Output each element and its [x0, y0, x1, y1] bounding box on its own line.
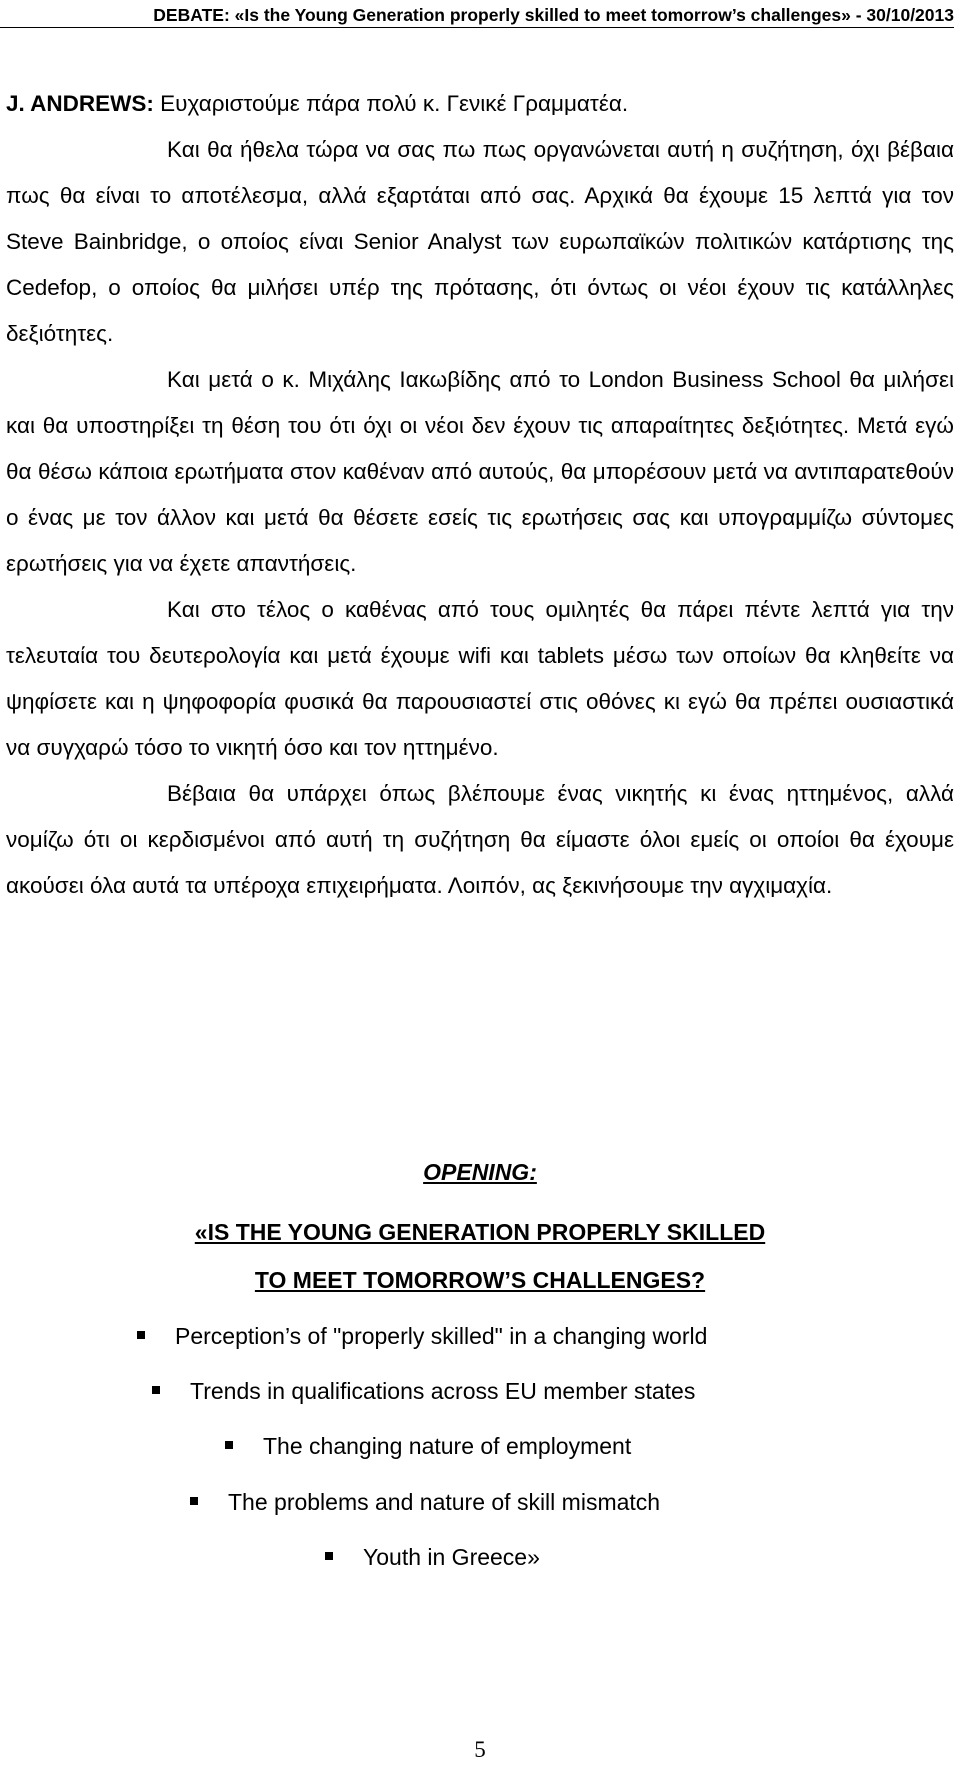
page-number: 5	[474, 1737, 486, 1762]
square-bullet-icon	[225, 1441, 233, 1449]
square-bullet-icon	[325, 1552, 333, 1560]
opening-label: OPENING:	[423, 1159, 537, 1185]
paragraph-1-text: Ευχαριστούμε πάρα πολύ κ. Γενικέ Γραμματέα.	[153, 91, 629, 116]
paragraph-3: Και μετά ο κ. Μιχάλης Ιακωβίδης από το London Business School θα μιλήσει και θα υποστηρίξει τη θέση του ότι όχι οι νέοι δεν έχουν τις απαραίτητες δεξιότητες. Μετά εγώ θα θέσω κάποια ερωτήματα στον καθέναν από αυτούς, θα μπορέσουν μετά να αντιπαρατεθούν ο ένας με τον άλλον και μετά θα θέσετε εσείς τις ερωτήσεις σας και υπογραμμίζω σύντομες ερωτήσεις για να έχετε απαντήσεις.	[6, 367, 954, 576]
square-bullet-icon	[152, 1386, 160, 1394]
bullet-item: Trends in qualifications across EU member states	[152, 1377, 695, 1405]
debate-title-line-2: TO MEET TOMORROW’S CHALLENGES?	[254, 1267, 706, 1293]
paragraph-1	[6, 81, 954, 127]
header-divider	[0, 27, 954, 28]
debate-title-line-1: «IS THE YOUNG GENERATION PROPERLY SKILLED	[194, 1219, 766, 1245]
bullet-item: Perception’s of "properly skilled" in a changing world	[137, 1322, 707, 1350]
square-bullet-icon	[137, 1331, 145, 1339]
paragraph-4: Και στο τέλος ο καθένας από τους ομιλητές θα πάρει πέντε λεπτά για την τελευταία του δευτερολογία και μετά έχουμε wifi και tablets μέσω των οποίων θα κληθείτε να ψηφίσετε και η ψηφοφορία φυσικά θα παρουσιαστεί στις οθόνες κι εγώ θα πρέπει ουσιαστικά να συγχαρώ τόσο το νικητή όσο και τον ηττημένο.	[6, 597, 954, 760]
paragraph-5: Βέβαια θα υπάρχει όπως βλέπουμε ένας νικητής κι ένας ηττημένος, αλλά νομίζω ότι οι κερδισμένοι από αυτή τη συζήτηση θα είμαστε όλοι εμείς οι οποίοι θα έχουμε ακούσει όλα αυτά τα υπέροχα επιχειρήματα. Λοιπόν, ας ξεκινήσουμε την αγχιμαχία.	[6, 781, 954, 898]
transcript-body	[6, 81, 954, 909]
paragraph-2: Και θα ήθελα τώρα να σας πω πως οργανώνεται αυτή η συζήτηση, όχι βέβαια πως θα είναι το αποτέλεσμα, αλλά εξαρτάται από σας. Αρχικά θα έχουμε 15 λεπτά για τον Steve Bainbridge, ο οποίος είναι Senior Analyst των ευρωπαϊκών πολιτικών κατάρτισης της Cedefop, ο οποίος θα μιλήσει υπέρ της πρότασης, ότι όντως οι νέοι έχουν τις κατάλληλες δεξιότητες.	[6, 137, 954, 346]
speaker-name: J. ANDREWS:	[6, 91, 154, 116]
bullet-item: Youth in Greece»	[325, 1543, 540, 1571]
bullet-item: The problems and nature of skill mismatch	[190, 1488, 660, 1516]
square-bullet-icon	[190, 1497, 198, 1505]
bullet-item: The changing nature of employment	[225, 1432, 631, 1460]
page-header: DEBATE: «Is the Young Generation properly skilled to meet tomorrow’s challenges» - 30/10/2013	[153, 5, 954, 25]
